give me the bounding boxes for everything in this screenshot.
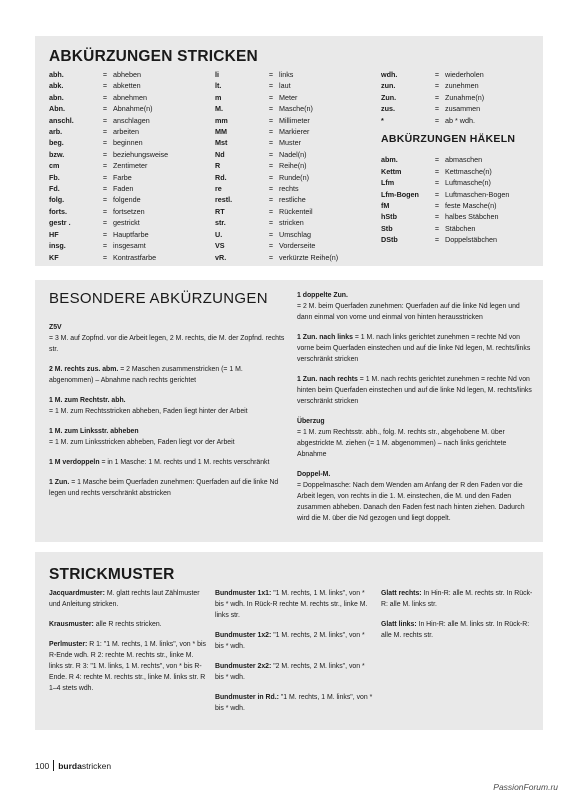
abbr-meaning: folgende: [113, 195, 141, 205]
abbr-term: fM: [381, 201, 390, 211]
abbr-row: [215, 194, 379, 205]
abbr-meaning: laut: [279, 81, 291, 91]
abbr-term: DStb: [381, 235, 398, 245]
abbr-meaning: zusammen: [445, 104, 481, 114]
abbr-equals: =: [268, 161, 274, 171]
abbr-row: [215, 149, 379, 160]
definition-term: 1 M. zum Rechtstr. abh.: [49, 397, 126, 404]
abbr-term: Fb.: [49, 172, 60, 182]
abbr-row: [381, 92, 545, 103]
definition-item: [49, 395, 287, 417]
brand-rest: stricken: [81, 760, 112, 771]
abbr-equals: =: [102, 241, 108, 251]
abbr-meaning: Runde(n): [279, 172, 309, 182]
abbr-equals: =: [268, 81, 274, 91]
abbr-equals: =: [434, 104, 440, 114]
abbr-term: Fd.: [49, 184, 60, 194]
definition-text: In Hin-R: alle M. rechts str. In Rück-R: alle M. links str.: [381, 590, 533, 608]
abbr-term: Nd: [215, 149, 225, 159]
abbr-equals: =: [102, 127, 108, 137]
abbr-meaning: anschlagen: [113, 115, 150, 125]
abbr-row: [381, 211, 545, 222]
abbr-row: [215, 183, 379, 194]
abbr-term: re: [215, 184, 222, 194]
abbr-row: [215, 115, 379, 126]
abbr-term: restl.: [215, 195, 233, 205]
abbr-term: m: [215, 92, 222, 102]
definition-item: [297, 469, 533, 524]
definition-item: [215, 588, 373, 621]
abbr-row: [49, 252, 213, 263]
abbr-row: [381, 69, 545, 80]
abbr-term: VS: [215, 241, 225, 251]
abbr-row: [215, 172, 379, 183]
definition-item: [215, 661, 373, 683]
abbr-row: [49, 69, 213, 80]
definition-term: 1 Zun.: [49, 479, 70, 486]
definition-term: Bundmuster in Rd.:: [215, 694, 279, 701]
abbr-equals: =: [268, 138, 274, 148]
abbr-meaning: Luftmasche(n): [445, 178, 491, 188]
abbr-equals: =: [434, 155, 440, 165]
abbr-meaning: ab * wdh.: [445, 115, 475, 125]
definition-text: = 2 Maschen zusammenstricken (= 1 M. abgenommen) – Abnahme nach rechts gerichtet: [49, 366, 243, 384]
abbr-term: forts.: [49, 206, 67, 216]
abbr-meaning: Rückenteil: [279, 206, 313, 216]
abbr-equals: =: [268, 92, 274, 102]
abbr-term: folg.: [49, 195, 65, 205]
definition-item: [297, 374, 533, 407]
definition-item: [381, 619, 533, 641]
pattern-column-3: [381, 588, 533, 650]
abbr-meaning: gestrickt: [113, 218, 140, 228]
abbr-term: Zun.: [381, 92, 397, 102]
abbr-equals: =: [102, 195, 108, 205]
abbr-equals: =: [102, 172, 108, 182]
abbr-meaning: feste Masche(n): [445, 201, 497, 211]
abbr-equals: =: [268, 218, 274, 228]
abbr-meaning: Nadel(n): [279, 149, 307, 159]
abbr-equals: =: [268, 70, 274, 79]
abbr-row: [215, 160, 379, 171]
definition-term: 1 M verdoppeln: [49, 459, 100, 466]
abbr-row: [215, 217, 379, 228]
abbr-row: [49, 240, 213, 251]
definition-term: Glatt rechts:: [381, 590, 422, 597]
abbr-meaning: Faden: [113, 184, 134, 194]
abbr-meaning: abmaschen: [445, 155, 483, 165]
abbr-row: [215, 229, 379, 240]
definition-item: [49, 457, 287, 468]
abbr-row: [215, 240, 379, 251]
abbr-term: R: [215, 161, 221, 171]
abbr-equals: =: [102, 115, 108, 125]
abbr-row: [381, 115, 545, 126]
definition-term: 1 Zun. nach rechts: [297, 376, 358, 383]
abbr-meaning: Stäbchen: [445, 223, 476, 233]
definition-text: = 1 M. zum Rechtsstricken abheben, Faden liegt hinter der Arbeit: [49, 408, 248, 415]
definition-text: R 1: "1 M. rechts, 1 M. links", von * bis R-Ende wdh. R 2: rechte M. rechts str., linke M. links str. R 3: "1 M. links, 1 M. rechts", von * bis R-Ende. R 4: rechte M. rechts str., linke M. links str. R 1–4 stets wdh.: [49, 641, 206, 692]
definition-text: = 3 M. auf Zopfnd. vor die Arbeit legen, 2 M. rechts, die M. der Zopfnd. rechts str.: [49, 335, 285, 353]
definition-text: = Doppelmasche: Nach dem Wenden am Anfang der R den Faden vor die Arbeit legen, von rechts in die 1. M. einstechen, die M. und den Faden zusammen abheben. Danach den Faden fest nach hinten ziehen. Dadurch wird die M. über die Nd gezogen und liegt doppelt.: [297, 482, 525, 522]
abbr-row: [381, 177, 545, 188]
abbr-row: [49, 172, 213, 183]
abbr-equals: =: [268, 172, 274, 182]
abbr-term: U.: [215, 229, 223, 239]
abbr-meaning: restliche: [279, 195, 306, 205]
definition-term: 1 doppelte Zun.: [297, 292, 348, 299]
abbr-meaning: Zunahme(n): [445, 92, 485, 102]
abbr-equals: =: [102, 184, 108, 194]
abbr-equals: =: [434, 70, 440, 79]
abbr-meaning: Markierer: [279, 127, 310, 137]
page-footer: [35, 760, 111, 771]
abbr-equals: =: [102, 206, 108, 216]
abbr-equals: =: [434, 92, 440, 102]
abbr-row: [381, 166, 545, 177]
abbr-equals: =: [268, 241, 274, 251]
abbr-term: zun.: [381, 81, 396, 91]
definition-text: In Hin-R: alle M. links str. In Rück-R: alle M. rechts str.: [381, 621, 530, 639]
abbr-row: [215, 252, 379, 263]
abbr-term: RT: [215, 206, 225, 216]
abbr-column-2: [215, 69, 379, 263]
page-number: 100: [35, 760, 50, 771]
definition-text: = 1 Masche beim Querfaden zunehmen: Querfaden auf die linke Nd legen und rechts verschränkt abstricken: [49, 479, 279, 497]
abbr-meaning: abketten: [113, 81, 141, 91]
abbr-equals: =: [434, 235, 440, 245]
abbr-row: [215, 103, 379, 114]
abbr-meaning: Reihe(n): [279, 161, 307, 171]
definition-term: 1 M. zum Linksstr. abheben: [49, 428, 139, 435]
abbr-meaning: Kontrastfarbe: [113, 252, 157, 262]
definition-text: = 1 M. nach links gerichtet zunehmen = rechte Nd von vorne beim Querfaden einstechen und auf die linke Nd legen, M. rechts/links verschränkt stricken: [297, 334, 531, 363]
abbr-meaning: Zentimeter: [113, 161, 148, 171]
definition-term: Bundmuster 2x2:: [215, 663, 272, 670]
definition-item: [49, 588, 209, 610]
abbr-meaning: insgesamt: [113, 241, 146, 251]
brand-bold: burda: [58, 760, 82, 771]
abbr-term: abk.: [49, 81, 64, 91]
abbr-equals: =: [268, 229, 274, 239]
definition-item: [49, 639, 209, 694]
abbr-equals: =: [268, 184, 274, 194]
abbr-meaning: zunehmen: [445, 81, 479, 91]
abbr-equals: =: [434, 201, 440, 211]
abbr-row: [49, 80, 213, 91]
abbr-term: *: [381, 115, 384, 125]
abbr-equals: =: [268, 115, 274, 125]
definition-item: [381, 588, 533, 610]
abbr-meaning: Doppelstäbchen: [445, 235, 497, 245]
abbr-term: HF: [49, 229, 59, 239]
abbr-meaning: abnehmen: [113, 92, 147, 102]
definition-item: [297, 332, 533, 365]
definition-text: = 1 M. nach rechts gerichtet zunehmen = rechte Nd von hinten beim Querfaden einstechen und auf die linke Nd legen, M. rechts/links verschränkt stricken: [297, 376, 532, 405]
abbr-row: [381, 223, 545, 234]
abbr-row: [381, 154, 545, 165]
abbr-equals: =: [268, 252, 274, 262]
definition-term: Z5V: [49, 324, 62, 331]
abbr-meaning: links: [279, 70, 294, 79]
definition-text: = 1 M. zum Rechtsstr. abh., folg. M. rechts str., abgehobene M. über abgestrickte M. ziehen (= 1 M. abgenommen) – nach links gerichtete Abnahme: [297, 429, 507, 458]
abbr-equals: =: [102, 104, 108, 114]
abbr-meaning: halbes Stäbchen: [445, 212, 499, 222]
definition-term: Bundmuster 1x2:: [215, 632, 272, 639]
abbr-term: Lfm: [381, 178, 395, 188]
abbr-meaning: Masche(n): [279, 104, 313, 114]
abbr-equals: =: [268, 149, 274, 159]
abbr-term: cm: [49, 161, 60, 171]
definition-text: = 2 M. beim Querfaden zunehmen: Querfaden auf die linke Nd legen und dann einmal von vorne und einmal von hinten herausstricken: [297, 303, 520, 321]
abbr-equals: =: [434, 223, 440, 233]
definition-item: [297, 290, 533, 323]
definition-text: M. glatt rechts laut Zählmuster und Anleitung stricken.: [49, 590, 200, 608]
abbr-row: [381, 103, 545, 114]
abbr-meaning: abheben: [113, 70, 141, 79]
abbr-row: [49, 137, 213, 148]
abbr-term: abn.: [49, 92, 64, 102]
abbr-equals: =: [102, 218, 108, 228]
abbr-row: [215, 92, 379, 103]
footer-divider: [53, 760, 54, 771]
abbr-term: bzw.: [49, 149, 65, 159]
abbr-term: MM: [215, 127, 227, 137]
abbr-equals: =: [102, 229, 108, 239]
abbr-term: beg.: [49, 138, 64, 148]
abbr-term: Kettm: [381, 166, 402, 176]
definition-text: "1 M. rechts, 1 M. links", von * bis * wdh. In Rück-R rechte M. rechts str., linke M. links str.: [215, 590, 368, 619]
abbr-meaning: beginnen: [113, 138, 143, 148]
abbr-term: arb.: [49, 127, 63, 137]
abbr-term: insg.: [49, 241, 66, 251]
abbr-equals: =: [102, 149, 108, 159]
section-stitch-patterns: [35, 552, 543, 730]
abbr-equals: =: [434, 115, 440, 125]
pattern-column-2: [215, 588, 373, 723]
abbr-meaning: Kettmasche(n): [445, 166, 492, 176]
definition-term: Jacquardmuster:: [49, 590, 105, 597]
abbr-row: [49, 217, 213, 228]
abbr-meaning: Vorderseite: [279, 241, 316, 251]
abbr-row: [49, 103, 213, 114]
abbr-term: anschl.: [49, 115, 74, 125]
abbr-term: li: [215, 70, 219, 79]
abbr-term: mm: [215, 115, 228, 125]
abbr-term: abm.: [381, 155, 398, 165]
abbr-term: zus.: [381, 104, 395, 114]
abbr-equals: =: [268, 195, 274, 205]
abbr-row: [381, 200, 545, 211]
abbr-term: Mst: [215, 138, 228, 148]
abbr-term: M.: [215, 104, 223, 114]
definition-term: Glatt links:: [381, 621, 417, 628]
definition-item: [215, 692, 373, 714]
abbr-row: [49, 206, 213, 217]
special-column-left: [49, 322, 287, 508]
definition-term: Perlmuster:: [49, 641, 88, 648]
abbr-column-1: [49, 69, 213, 263]
abbr-row: [215, 69, 379, 80]
abbr-equals: =: [102, 92, 108, 102]
abbr-row: [215, 137, 379, 148]
section-special-abbreviations: [35, 280, 543, 542]
abbr-row: [381, 189, 545, 200]
abbr-equals: =: [268, 206, 274, 216]
abbr-meaning: Hauptfarbe: [113, 229, 149, 239]
section-abbreviations-knitting: [35, 36, 543, 266]
abbr-row: [215, 80, 379, 91]
abbr-meaning: wiederholen: [445, 70, 484, 79]
definition-text: = 1 M. zum Linksstricken abheben, Faden liegt vor der Arbeit: [49, 439, 235, 446]
abbr-row: [215, 206, 379, 217]
definition-text: "2 M. rechts, 2 M. links", von * bis * wdh.: [215, 663, 365, 681]
abbr-equals: =: [434, 189, 440, 199]
abbr-term: Stb: [381, 223, 393, 233]
definition-term: 2 M. rechts zus. abm.: [49, 366, 119, 373]
definition-item: [49, 322, 287, 355]
abbr-meaning: beziehungsweise: [113, 149, 169, 159]
abbr-term: str.: [215, 218, 226, 228]
definition-text: alle R rechts stricken.: [93, 621, 162, 628]
definition-term: Krausmuster:: [49, 621, 94, 628]
abbr-equals: =: [434, 166, 440, 176]
definition-term: Bundmuster 1x1:: [215, 590, 272, 597]
abbr-meaning: Meter: [279, 92, 298, 102]
abbr-equals: =: [434, 81, 440, 91]
abbr-term: KF: [49, 252, 59, 262]
abbr-term: Abn.: [49, 104, 65, 114]
abbr-meaning: stricken: [279, 218, 304, 228]
abbr-column-3: [381, 69, 545, 246]
definition-item: [49, 364, 287, 386]
definition-item: [215, 630, 373, 652]
abbr-row: [49, 126, 213, 137]
abbr-term: vR.: [215, 252, 227, 262]
abbr-equals: =: [102, 138, 108, 148]
abbr-meaning: Millimeter: [279, 115, 310, 125]
abbr-meaning: Luftmaschen-Bogen: [445, 189, 510, 199]
abbr-term: Rd.: [215, 172, 227, 182]
crochet-subtitle: ABKÜRZUNGEN HÄKELN: [381, 133, 516, 146]
abbr-term: Lfm-Bogen: [381, 189, 419, 199]
abbr-term: lt.: [215, 81, 222, 91]
abbr-term: hStb: [381, 212, 397, 222]
abbr-row: [381, 80, 545, 91]
abbr-row: [215, 126, 379, 137]
definition-term: Überzug: [297, 418, 325, 425]
abbr-row: [49, 229, 213, 240]
definition-text: "1 M. rechts, 2 M. links", von * bis * wdh.: [215, 632, 365, 650]
abbr-meaning: Umschlag: [279, 229, 311, 239]
definition-text: "1 M. rechts, 1 M. links", von * bis * wdh.: [215, 694, 373, 712]
abbr-meaning: fortsetzen: [113, 206, 145, 216]
section-title: STRICKMUSTER: [49, 566, 175, 583]
abbr-row: [49, 149, 213, 160]
abbr-meaning: verkürzte Reihe(n): [279, 252, 339, 262]
abbr-row: [49, 115, 213, 126]
abbr-term: gestr .: [49, 218, 71, 228]
abbr-equals: =: [102, 81, 108, 91]
abbr-equals: =: [434, 178, 440, 188]
section-title: ABKÜRZUNGEN STRICKEN: [49, 48, 258, 65]
definition-term: 1 Zun. nach links: [297, 334, 353, 341]
abbr-meaning: rechts: [279, 184, 299, 194]
abbr-meaning: Muster: [279, 138, 301, 148]
definition-term: Doppel-M.: [297, 471, 331, 478]
abbr-equals: =: [102, 70, 108, 79]
abbr-row: [381, 234, 545, 245]
watermark: PassionForum.ru: [493, 782, 558, 792]
section-title: BESONDERE ABKÜRZUNGEN: [49, 290, 268, 307]
definition-item: [297, 416, 533, 460]
definition-text: = in 1 Masche: 1 M. rechts und 1 M. rechts verschränkt: [99, 459, 270, 466]
abbr-equals: =: [434, 212, 440, 222]
abbr-row: [49, 92, 213, 103]
abbr-row: [49, 183, 213, 194]
definition-item: [49, 426, 287, 448]
abbr-equals: =: [102, 252, 108, 262]
abbr-meaning: Farbe: [113, 172, 132, 182]
abbr-equals: =: [268, 127, 274, 137]
abbr-term: wdh.: [381, 70, 398, 79]
abbr-meaning: Abnahme(n): [113, 104, 153, 114]
definition-item: [49, 619, 209, 630]
pattern-column-1: [49, 588, 209, 703]
abbr-term: abh.: [49, 70, 64, 79]
abbr-equals: =: [268, 104, 274, 114]
abbr-row: [49, 194, 213, 205]
special-column-right: [297, 290, 533, 533]
abbr-row: [49, 160, 213, 171]
abbr-equals: =: [102, 161, 108, 171]
definition-item: [49, 477, 287, 499]
abbr-meaning: arbeiten: [113, 127, 139, 137]
